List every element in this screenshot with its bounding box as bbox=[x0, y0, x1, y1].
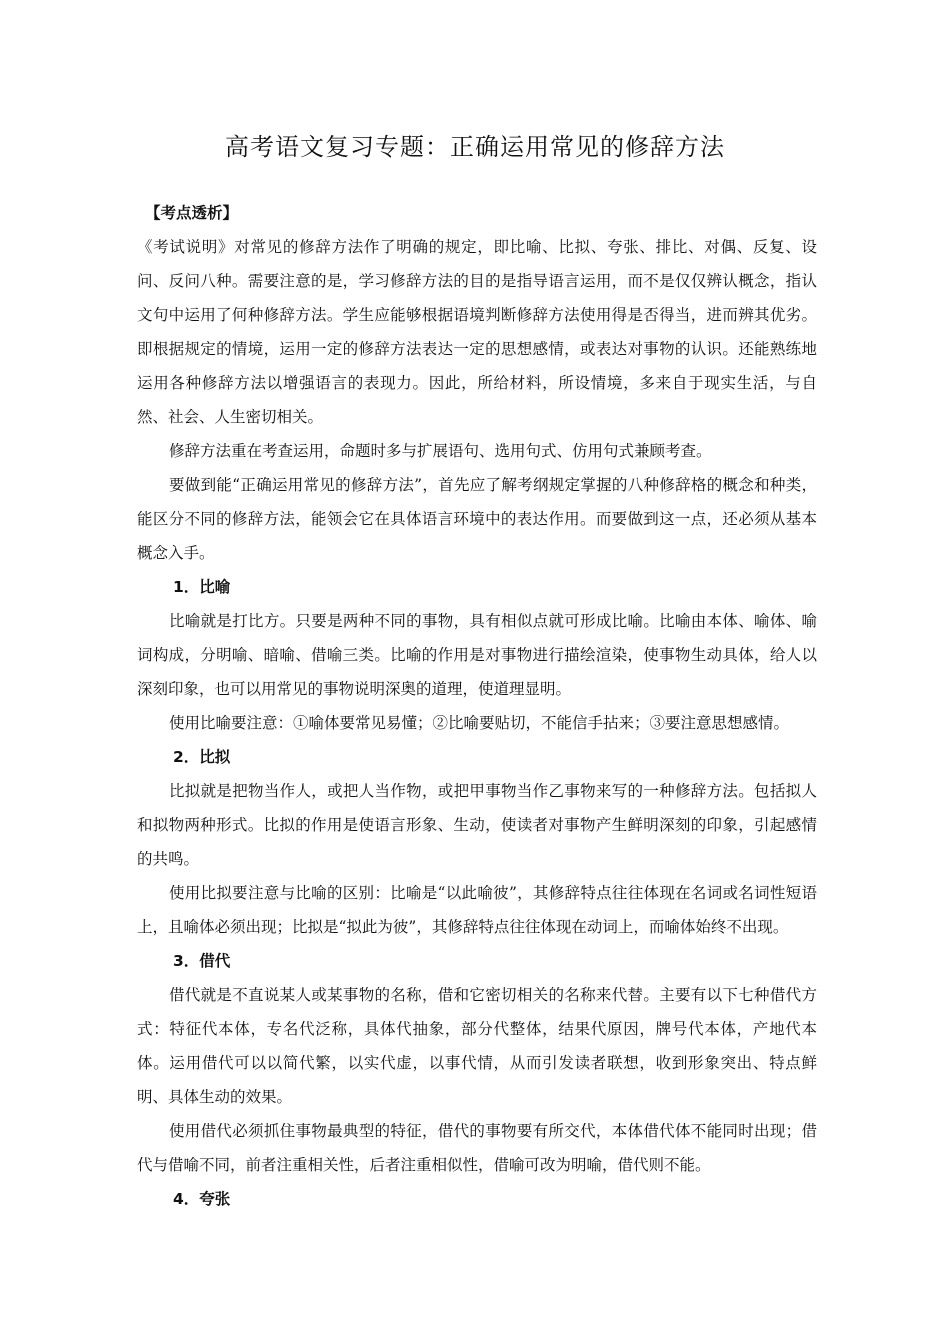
section-heading-personification: 2．比拟 bbox=[173, 748, 231, 766]
intro-paragraph-1: 《考试说明》对常见的修辞方法作了明确的规定，即比喻、比拟、夸张、排比、对偶、反复、设问、反问八种。需要注意的是，学习修辞方法的目的是指导语言运用，而不是仅仅辨认概念，指认文句中运用了何种修辞方法。学生应能够根据语境判断修辞方法使用得是否得当，进而辨其优劣。即根据规定的情境，运用一定的修辞方法表达一定的思想感情，或表达对事物的认识。还能熟练地运用各种修辞方法以增强语言的表现力。因此，所给材料，所设情境，多来自于现实生活，与自然、社会、人生密切相关。 bbox=[137, 238, 817, 426]
personification-paragraph-1: 比拟就是把物当作人，或把人当作物，或把甲事物当作乙事物来写的一种修辞方法。包括拟人和拟物两种形式。比拟的作用是使语言形象、生动，使读者对事物产生鲜明深刻的印象，引起感情的共鸣。 bbox=[137, 782, 817, 868]
metaphor-paragraph-1: 比喻就是打比方。只要是两种不同的事物，具有相似点就可形成比喻。比喻由本体、喻体、喻词构成，分明喻、暗喻、借喻三类。比喻的作用是对事物进行描绘渲染，使事物生动具体，给人以深刻印象，也可以用常见的事物说明深奥的道理，使道理显明。 bbox=[137, 612, 817, 698]
document-title: 高考语文复习专题：正确运用常见的修辞方法 bbox=[225, 133, 725, 161]
metonymy-paragraph-1: 借代就是不直说某人或某事物的名称，借和它密切相关的名称来代替。主要有以下七种借代方式：特征代本体，专名代泛称，具体代抽象，部分代整体，结果代原因，牌号代本体，产地代本体。运用借代可以以简代繁，以实代虚，以事代情，从而引发读者联想，收到形象突出、特点鲜明、具体生动的效果。 bbox=[137, 986, 817, 1106]
metonymy-paragraph-2: 使用借代必须抓住事物最典型的特征，借代的事物要有所交代，本体借代体不能同时出现；借代与借喻不同，前者注重相关性，后者注重相似性，借喻可改为明喻，借代则不能。 bbox=[137, 1122, 817, 1174]
section-heading-metonymy: 3．借代 bbox=[173, 952, 231, 970]
intro-paragraph-2: 修辞方法重在考查运用，命题时多与扩展语句、选用句式、仿用句式兼顾考查。 bbox=[169, 442, 712, 460]
section-heading-hyperbole: 4．夸张 bbox=[173, 1190, 231, 1208]
intro-paragraph-3: 要做到能“正确运用常见的修辞方法”，首先应了解考纲规定掌握的八种修辞格的概念和种类，能区分不同的修辞方法，能领会它在具体语言环境中的表达作用。而要做到这一点，还必须从基本概念入手。 bbox=[137, 476, 817, 562]
document-body bbox=[137, 196, 817, 1216]
personification-paragraph-2: 使用比拟要注意与比喻的区别：比喻是“以此喻彼”，其修辞特点往往体现在名词或名词性短语上，且喻体必须出现；比拟是“拟此为彼”，其修辞特点往往体现在动词上，而喻体始终不出现。 bbox=[137, 884, 817, 936]
section-label: 【考点透析】 bbox=[145, 204, 239, 222]
section-heading-metaphor: 1．比喻 bbox=[173, 578, 231, 596]
metaphor-paragraph-2: 使用比喻要注意：①喻体要常见易懂；②比喻要贴切，不能信手拈来；③要注意思想感情。 bbox=[169, 714, 790, 732]
